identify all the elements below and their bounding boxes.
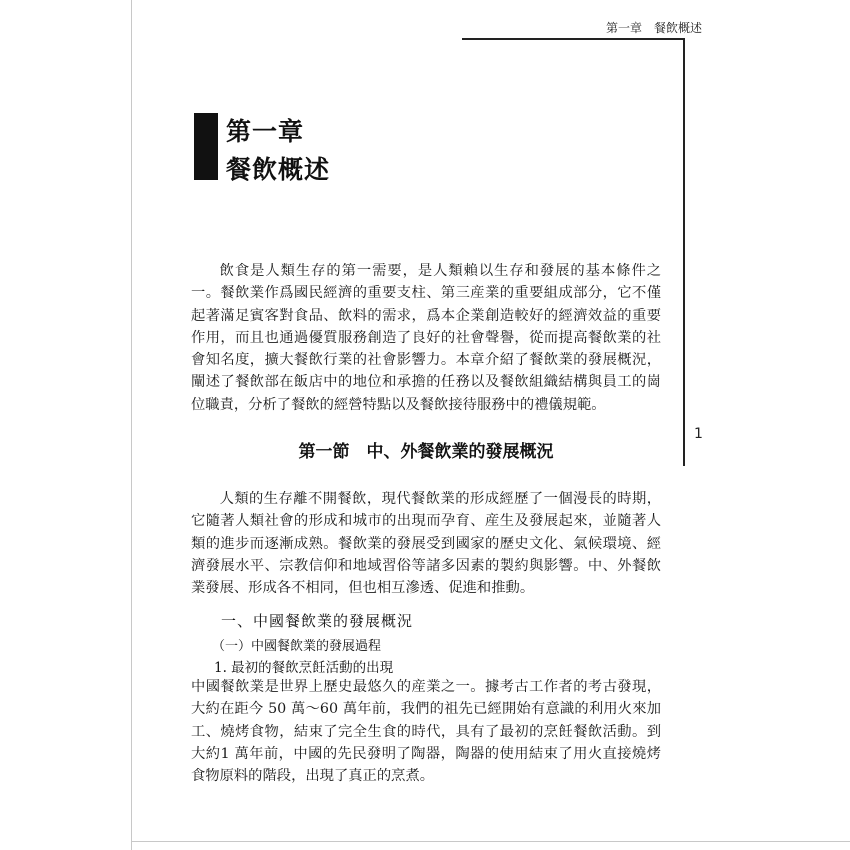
page-bottom-edge bbox=[131, 841, 850, 842]
chapter-bar bbox=[194, 113, 218, 180]
chapter-title: 餐飲概述 bbox=[226, 155, 331, 184]
running-header: 第一章 餐飲概述 bbox=[606, 21, 703, 35]
side-rule bbox=[683, 38, 685, 466]
page-left-edge bbox=[131, 0, 132, 850]
subsection-paragraph: 中國餐飲業是世界上歷史最悠久的産業之一。據考古工作者的考古發現，大約在距今 50 萬～60 萬年前，我們的祖先已經開始有意識的利用火來加工、燒烤食物，結束了完全生食的時代，具有了最初的烹飪餐飲活動。到大約1 萬年前，中國的先民發明了陶器，陶器的使用結束了用火直接燒烤食物原料的階段，出現了真正的烹煮。 bbox=[191, 679, 661, 785]
section-paragraph: 人類的生存離不開餐飲，現代餐飲業的形成經歷了一個漫長的時期，它隨著人類社會的形成和城市的出現而孕育、産生及發展起來，並隨著人類的進步而逐漸成熟。餐飲業的發展受到國家的歷史文化、氣候環境、經濟發展水平、宗教信仰和地域習俗等諸多因素的製約與影響。中、外餐飲業發展、形成各不相同，但也相互滲透、促進和推動。 bbox=[191, 491, 661, 597]
intro-paragraph: 飲食是人類生存的第一需要，是人類賴以生存和發展的基本條件之一。餐飲業作爲國民經濟的重要支柱、第三産業的重要組成部分，它不僅起著滿足賓客對食品、飲料的需求，爲本企業創造較好的經濟效益的重要作用，而且也通過優質服務創造了良好的社會聲譽，從而提高餐飲業的社會知名度，擴大餐飲行業的社會影響力。本章介紹了餐飲業的發展概況，闡述了餐飲部在飯店中的地位和承擔的任務以及餐飲組織結構與員工的崗位職責，分析了餐飲的經營特點以及餐飲接待服務中的禮儀規範。 bbox=[191, 263, 661, 413]
subsection-heading: 一、中國餐飲業的發展概況 bbox=[221, 612, 414, 630]
section-title: 第一節 中、外餐飲業的發展概況 bbox=[298, 442, 554, 462]
subsection-subheading: （一）中國餐飲業的發展過程 bbox=[212, 639, 382, 654]
page-number: 1 bbox=[694, 426, 703, 442]
item-title: 1. 最初的餐飲烹飪活動的出現 bbox=[214, 660, 394, 676]
chapter-number: 第一章 bbox=[226, 117, 305, 146]
header-rule bbox=[462, 38, 684, 40]
